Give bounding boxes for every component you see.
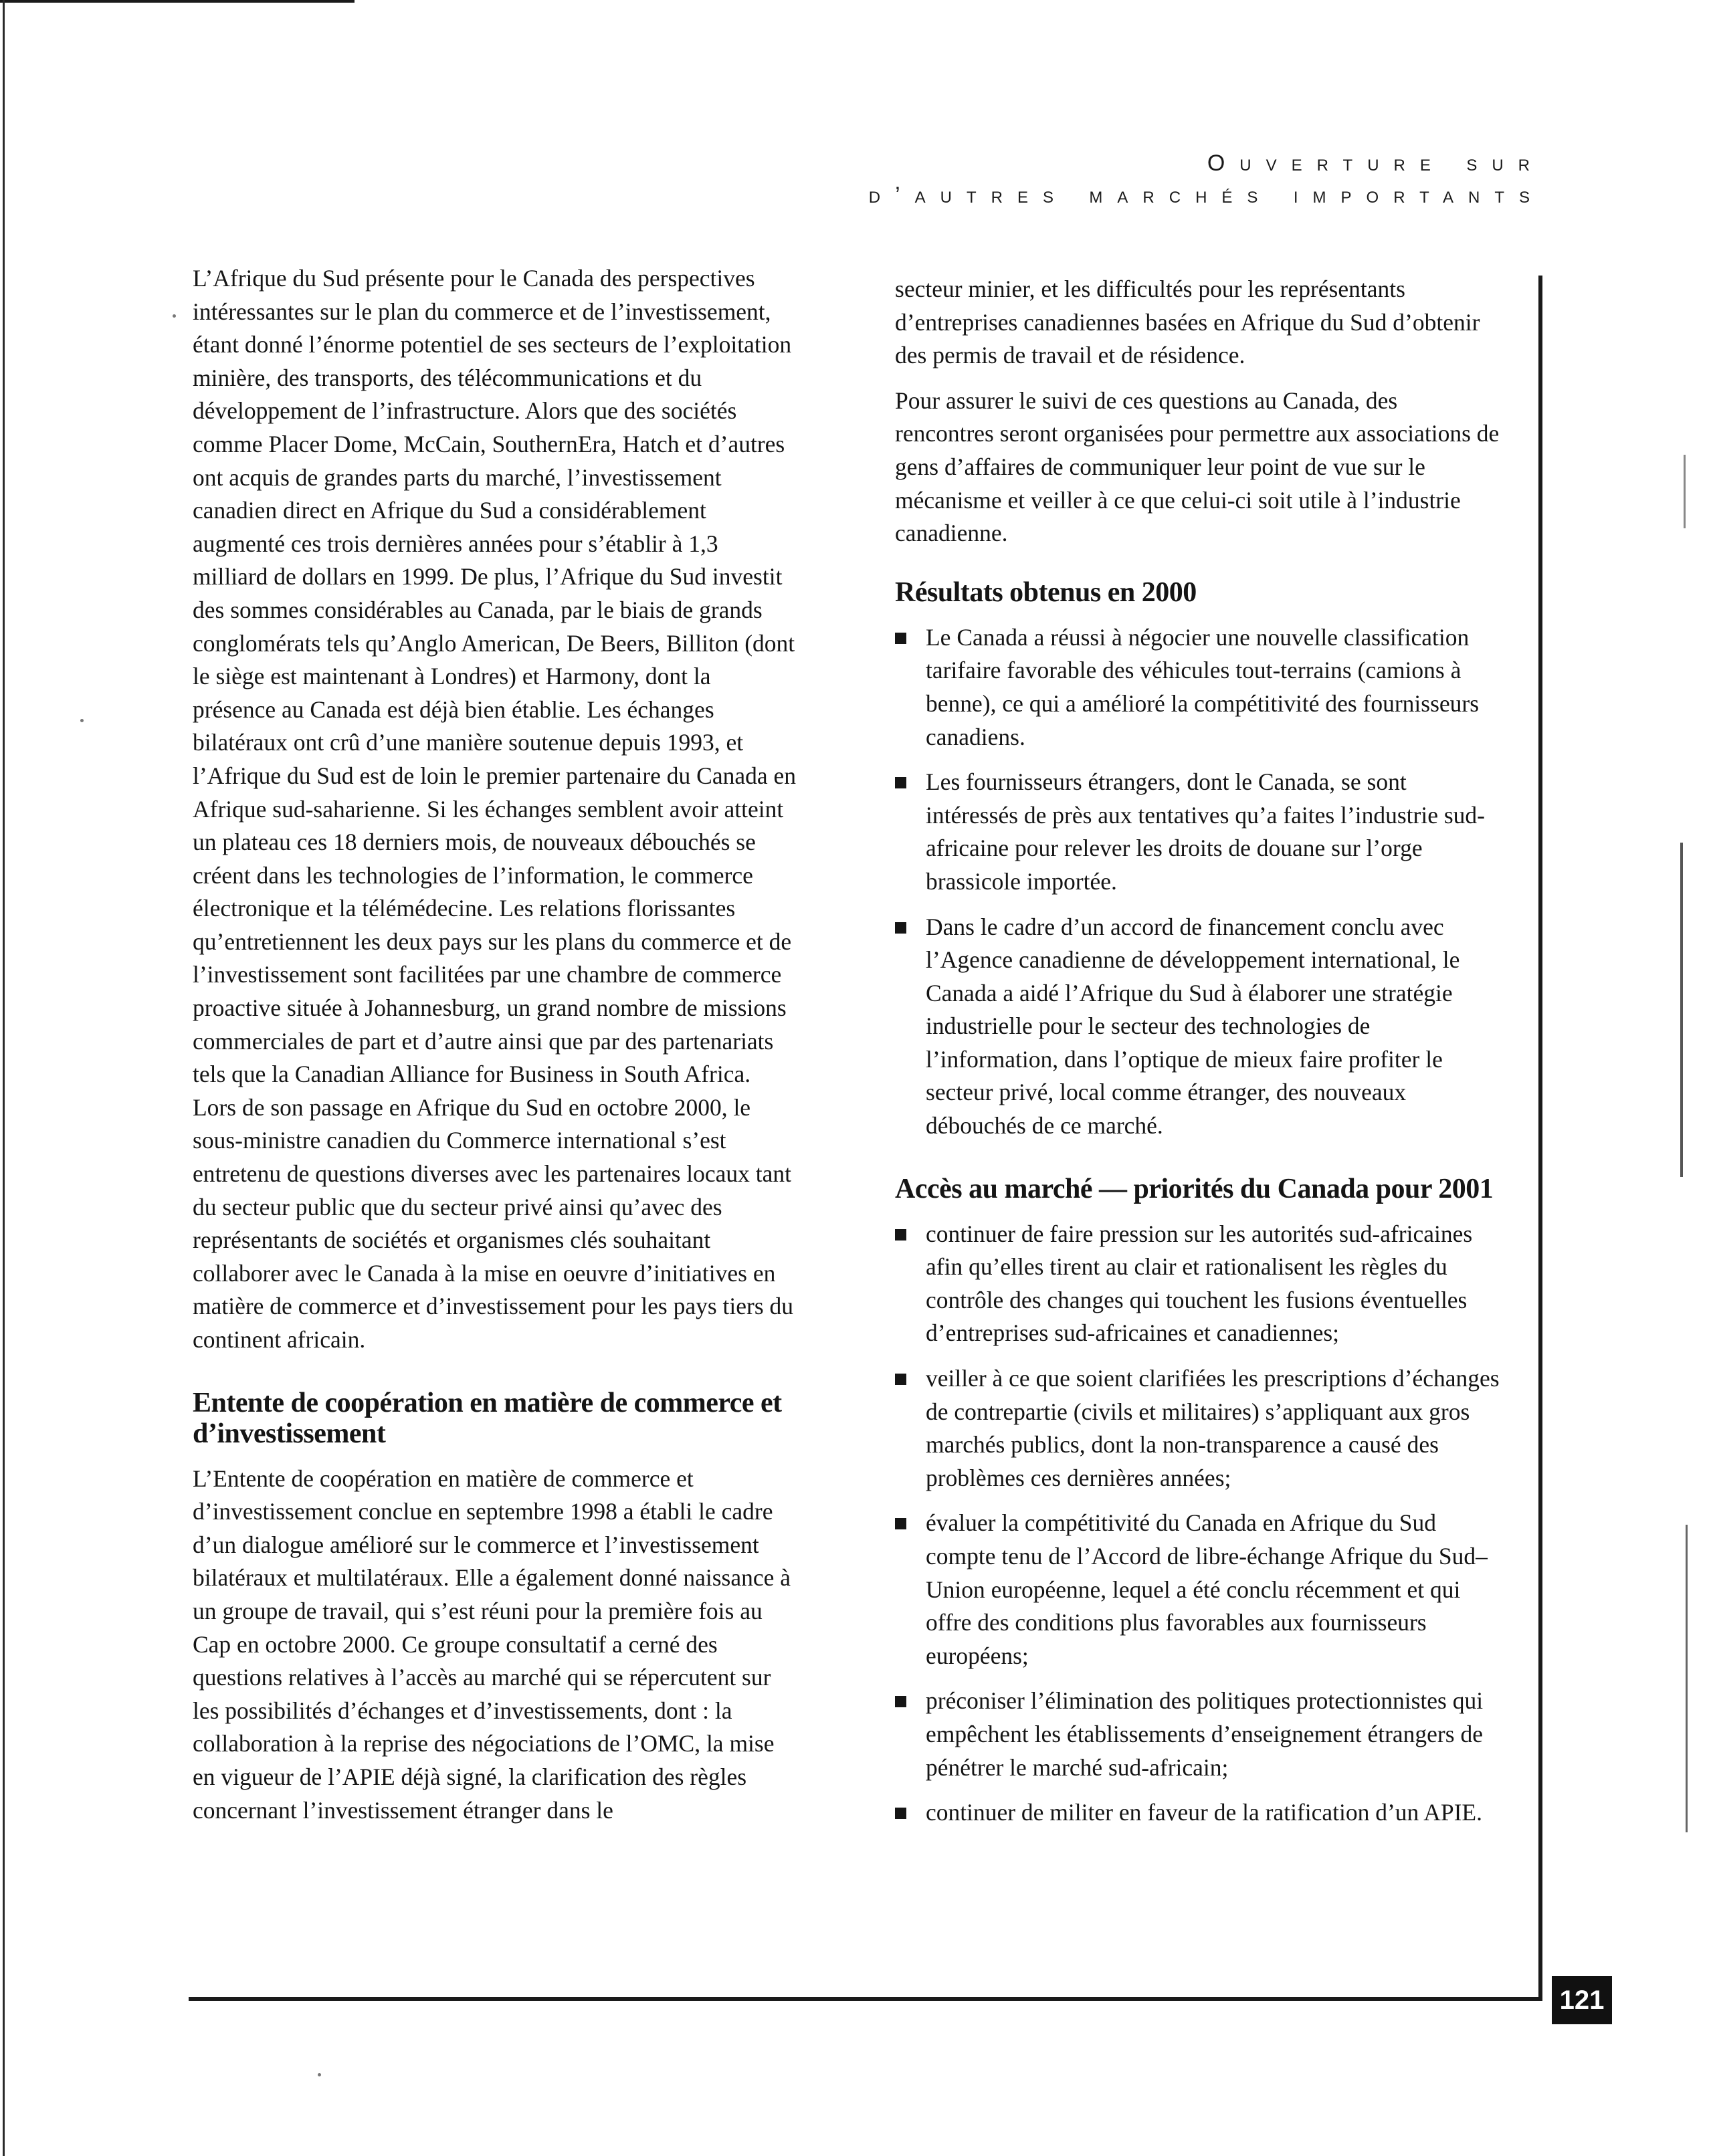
right-column xyxy=(895,273,1501,1842)
scan-speck xyxy=(173,314,176,318)
list-item xyxy=(895,1218,1501,1350)
list-item xyxy=(895,766,1501,898)
scan-speck xyxy=(80,719,84,722)
list-item xyxy=(895,1507,1501,1673)
list-item-text: Le Canada a réussi à négocier une nouvelle classification tarifaire favorable des véhicules tout-terrains (camions à benne), ce qui a amélioré la compétitivité des fournisseurs canadiens. xyxy=(926,623,1480,750)
acces-list xyxy=(895,1218,1501,1830)
square-bullet-icon xyxy=(895,1229,906,1241)
list-item xyxy=(895,1796,1501,1830)
square-bullet-icon xyxy=(895,1518,906,1529)
square-bullet-icon xyxy=(895,1696,906,1707)
square-bullet-icon xyxy=(895,777,906,788)
scan-edge-top xyxy=(0,0,355,3)
resultats-list xyxy=(895,621,1501,1143)
heading-acces: Accès au marché — priorités du Canada pour 2001 xyxy=(895,1173,1494,1204)
horizontal-rule xyxy=(189,1997,1542,2001)
list-item-text: continuer de militer en faveur de la ratification d’un APIE. xyxy=(926,1799,1482,1826)
entente-paragraph: L’Entente de coopération en matière de commerce et d’investissement conclue en septembre 1998 a établi le cadre d’un dialogue amélioré sur le commerce et l’investissement bilatéraux et multilatéraux. Elle a également donné naissance à un groupe de travail, qui s’est réuni pour la première fois au Cap en octobre 2000. Ce groupe consultatif a cerné des questions relatives à l’accès au marché qui se répercutent sur les possibilités d’échanges et d’investissements, dont : la collaboration à la reprise des négociations de l’OMC, la mise en vigueur de l’APIE déjà signé, la clarification des règles concernant l’investissement étranger dans le xyxy=(193,1465,791,1824)
list-item xyxy=(895,621,1501,754)
left-column xyxy=(193,262,799,1839)
heading-resultats: Résultats obtenus en 2000 xyxy=(895,576,1197,608)
list-item-text: Les fournisseurs étrangers, dont le Canada, se sont intéressés de près aux tentatives qu’a faites l’industrie sud-africaine pour relever les droits de douane sur l’orge brassicole importée. xyxy=(926,768,1485,895)
list-item-text: évaluer la compétitivité du Canada en Afrique du Sud compte tenu de l’Accord de libre-échange Afrique du Sud–Union européenne, lequel a été conclu récemment et qui offre des conditions plus favorables aux fournisseurs européens; xyxy=(926,1509,1488,1669)
vertical-rule xyxy=(1538,276,1542,2001)
list-item-text: continuer de faire pression sur les autorités sud-africaines afin qu’elles tirent au clair et rationalisent les règles du contrôle des changes qui touchent les fusions éventuelles d’entreprises sud-africaines et canadiennes; xyxy=(926,1220,1473,1347)
list-item-text: Dans le cadre d’un accord de financement conclu avec l’Agence canadienne de développement international, le Canada a aidé l’Afrique du Sud à élaborer une stratégie industrielle pour le secteur des technologies de l’information, dans l’optique de mieux faire profiter le secteur privé, local comme étranger, des nouveaux débouchés de ce marché. xyxy=(926,913,1460,1140)
scan-mark xyxy=(1684,455,1686,528)
running-head-line-1: Ouverture sur xyxy=(1207,150,1544,176)
running-head xyxy=(869,147,1544,211)
square-bullet-icon xyxy=(895,1808,906,1819)
page-number: 121 xyxy=(1552,1976,1612,2024)
list-item xyxy=(895,1362,1501,1495)
scan-edge-left xyxy=(3,0,5,2156)
square-bullet-icon xyxy=(895,633,906,644)
followup-paragraph: Pour assurer le suivi de ces questions au Canada, des rencontres seront organisées pour permettre aux associations de gens d’affaires de communiquer leur point de vue sur le mécanisme et veiller à ce que celui-ci soit utile à l’industrie canadienne. xyxy=(895,387,1500,547)
continuation-paragraph: secteur minier, et les difficultés pour les représentants d’entreprises canadiennes basées en Afrique du Sud d’obtenir des permis de travail et de résidence. xyxy=(895,276,1480,369)
square-bullet-icon xyxy=(895,922,906,934)
heading-entente: Entente de coopération en matière de commerce et d’investissement xyxy=(193,1387,782,1449)
square-bullet-icon xyxy=(895,1374,906,1385)
list-item xyxy=(895,911,1501,1143)
intro-paragraph: L’Afrique du Sud présente pour le Canada des perspectives intéressantes sur le plan du commerce et de l’investissement, étant donné l’énorme potentiel de ses secteurs de l’exploitation minière, des transports, des télécommunications et du développement de l’infrastructure. Alors que des sociétés comme Placer Dome, McCain, SouthernEra, Hatch et d’autres ont acquis de grandes parts du marché, l’investissement canadien direct en Afrique du Sud a considérablement augmenté ces trois dernières années pour s’établir à 1,3 milliard de dollars en 1999. De plus, l’Afrique du Sud investit des sommes considérables au Canada, par le biais de grands conglomérats tels qu’Anglo American, De Beers, Billiton (dont le siège est maintenant à Londres) et Harmony, dont la présence au Canada est déjà bien établie. Les échanges bilatéraux ont crû d’une manière soutenue depuis 1993, et l’Afrique du Sud est de loin le premier partenaire du Canada en Afrique sud-saharienne. Si les échanges semblent avoir atteint un plateau ces 18 derniers mois, de nouveaux débouchés se créent dans les technologies de l’information, le commerce électronique et la télémédecine. Les relations florissantes qu’entretiennent les deux pays sur les plans du commerce et de l’investissement sont facilitées par une chambre de commerce proactive située à Johannesburg, un grand nombre de missions commerciales de part et d’autre ainsi que par des partenariats tels que la Canadian Alliance for Business in South Africa. Lors de son passage en Afrique du Sud en octobre 2000, le sous-ministre canadien du Commerce international s’est entretenu de questions diverses avec les partenaires locaux tant du secteur public que du secteur privé ainsi qu’avec des représentants de sociétés et organismes clés souhaitant collaborer avec le Canada à la mise en oeuvre d’initiatives en matière de commerce et d’investissement pour les pays tiers du continent africain. xyxy=(193,265,796,1353)
list-item-text: préconiser l’élimination des politiques protectionnistes qui empêchent les établissements d’enseignement étrangers de pénétrer le marché sud-africain; xyxy=(926,1687,1484,1781)
list-item-text: veiller à ce que soient clarifiées les prescriptions d’échanges de contrepartie (civils et militaires) s’appliquant aux gros marchés publics, dont la non-transparence a causé des problèmes ces dernières années; xyxy=(926,1365,1500,1491)
running-head-line-2: d’autres marchés importants xyxy=(868,183,1544,208)
scan-mark xyxy=(1680,843,1683,1177)
list-item xyxy=(895,1685,1501,1784)
scan-speck xyxy=(318,2073,321,2076)
scan-mark xyxy=(1686,1525,1688,1832)
